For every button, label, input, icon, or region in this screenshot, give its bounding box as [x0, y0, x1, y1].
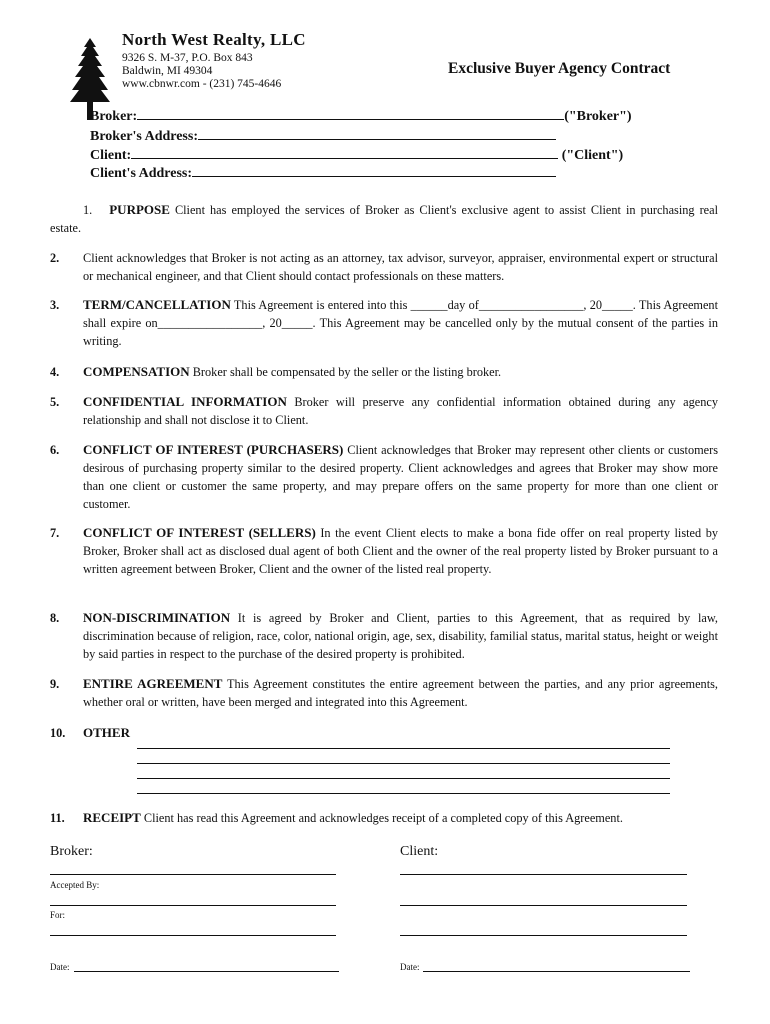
section-entire-agreement	[50, 675, 718, 711]
other-line-1[interactable]	[137, 748, 670, 749]
section-heading: CONFLICT OF INTEREST (SELLERS)	[83, 525, 316, 540]
section-text: It is agreed by Broker and Client, parties to this Agreement, that as required by law, discrimination because of religion, race, color, national origin, age, sex, disability, familial status, marital status, height or weight by said parties in respect to the purchase of the desired property is prohibited.	[83, 611, 718, 661]
section-number: 9.	[50, 677, 60, 691]
section-heading: TERM/CANCELLATION	[83, 297, 231, 312]
client-date-label: Date:	[400, 962, 420, 972]
broker-field[interactable]	[90, 107, 632, 125]
client-signature-line-1[interactable]	[400, 874, 687, 875]
client-signature-line-2[interactable]	[400, 905, 687, 906]
broker-address-label: Broker's Address:	[90, 129, 198, 144]
broker-address-field[interactable]	[90, 127, 556, 145]
company-address-line-1: 9326 S. M-37, P.O. Box 843	[122, 52, 253, 64]
section-number: 4.	[50, 365, 60, 379]
section-confidential-information	[50, 393, 718, 429]
client-name-line[interactable]	[131, 146, 558, 159]
section-non-discrimination	[50, 609, 718, 663]
accepted-by-label: Accepted By:	[50, 880, 100, 890]
section-text: Broker shall be compensated by the seller or the listing broker.	[189, 365, 502, 379]
signature-client-label: Client:	[400, 844, 439, 859]
client-address-field[interactable]	[90, 164, 556, 182]
section-text: This Agreement constitutes the entire agreement between the parties, and any prior agreements, whether oral or written, have been merged and integrated into this Agreement.	[83, 677, 718, 709]
broker-suffix: ("Broker")	[564, 109, 632, 124]
contract-title: Exclusive Buyer Agency Contract	[448, 60, 671, 77]
broker-label: Broker:	[90, 109, 138, 124]
section-number: 2.	[50, 251, 60, 265]
for-label: For:	[50, 910, 66, 920]
section-number: 7.	[50, 526, 60, 540]
signature-broker-label: Broker:	[50, 844, 93, 859]
client-date-line[interactable]	[423, 971, 690, 972]
broker-address-line[interactable]	[198, 127, 556, 140]
section-number: 11.	[50, 811, 65, 825]
section-heading: COMPENSATION	[83, 364, 190, 379]
section-receipt	[50, 809, 718, 827]
other-line-3[interactable]	[137, 778, 670, 779]
section-number: 3.	[50, 298, 60, 312]
section-heading: NON-DISCRIMINATION	[83, 610, 231, 625]
section-text: Client has read this Agreement and acknowledges receipt of a completed copy of this Agreement.	[140, 811, 623, 825]
section-other	[50, 724, 718, 742]
section-number: 10.	[50, 726, 66, 740]
client-address-line[interactable]	[192, 164, 556, 177]
section-number: 8.	[50, 611, 60, 625]
client-address-label: Client's Address:	[90, 166, 193, 181]
section-text: Client acknowledges that Broker is not acting as an attorney, tax advisor, surveyor, appraiser, environmental expert or structural or mechanical engineer, and that Client should contact professionals on these matters.	[83, 251, 718, 283]
broker-date-label: Date:	[50, 962, 70, 972]
section-text: In the event Client elects to make a bona fide offer on real property listed by Broker, Broker shall act as disclosed dual agent of both Client and the owner of the real property listed by Broker pursuant to a written agreement between Broker, Client and the owner of the listed real property.	[83, 526, 718, 576]
section-conflict-purchasers	[50, 441, 718, 513]
section-heading: RECEIPT	[83, 810, 141, 825]
accepted-by-line[interactable]	[50, 905, 336, 906]
section-heading: ENTIRE AGREEMENT	[83, 676, 223, 691]
section-number: 6.	[50, 443, 60, 457]
section-compensation	[50, 363, 718, 381]
broker-name-line[interactable]	[137, 107, 564, 120]
section-text: This Agreement is entered into this ______day of_________________, 20_____. This Agreement shall expire on_________________, 20_____. This Agreement may be cancelled only by the mutual consent of the parties in writing.	[83, 298, 718, 348]
section-heading: CONFIDENTIAL INFORMATION	[83, 394, 287, 409]
section-heading: CONFLICT OF INTEREST (PURCHASERS)	[83, 442, 344, 457]
section-number: 1.	[83, 203, 93, 217]
section-heading: OTHER	[83, 725, 130, 740]
section-text: Client acknowledges that Broker may represent other clients or customers desirous of purchasing property similar to the desired property. Client acknowledges and agrees that Broker may show more than one client or customer the same property, and may prepare offers on the same property for more than one client or customer.	[83, 443, 718, 511]
client-label: Client:	[90, 148, 132, 163]
company-name: North West Realty, LLC	[122, 30, 306, 49]
section-purpose	[50, 201, 718, 237]
other-line-4[interactable]	[137, 793, 670, 794]
other-line-2[interactable]	[137, 763, 670, 764]
broker-date-line[interactable]	[74, 971, 339, 972]
client-field[interactable]	[90, 146, 623, 164]
section-text: Client has employed the services of Broker as Client's exclusive agent to assist Client in purchasing real estate.	[50, 203, 718, 235]
client-signature-line-3[interactable]	[400, 935, 687, 936]
section-term-cancellation	[50, 296, 718, 350]
section-number: 5.	[50, 395, 60, 409]
client-suffix: ("Client")	[561, 148, 624, 163]
for-line[interactable]	[50, 935, 336, 936]
section-heading: PURPOSE	[109, 202, 170, 217]
section-disclaimer	[50, 249, 718, 285]
company-address-line-2: Baldwin, MI 49304	[122, 65, 213, 77]
company-contact-line: www.cbnwr.com - (231) 745-4646	[122, 78, 282, 90]
section-text: Broker will preserve any confidential information obtained during any agency relationship and shall not disclose it to Client.	[83, 395, 718, 427]
section-conflict-sellers	[50, 524, 718, 578]
broker-signature-line[interactable]	[50, 874, 336, 875]
